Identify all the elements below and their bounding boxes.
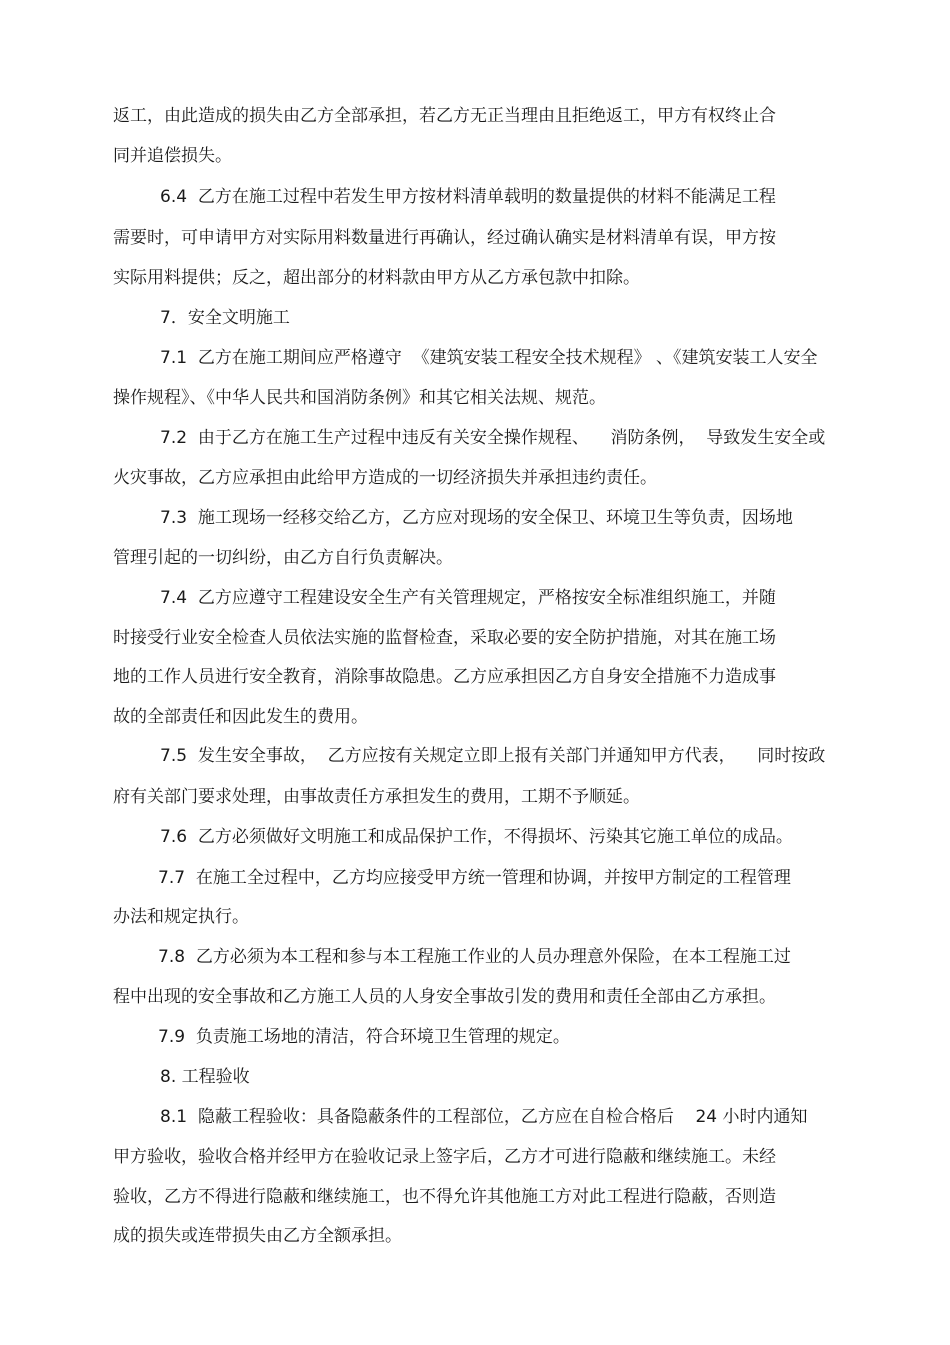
text-line: 7.4 乙方应遵守工程建设安全生产有关管理规定，严格按安全标准组织施工，并随: [160, 588, 776, 608]
text-line: 7.7 在施工全过程中，乙方均应接受甲方统一管理和协调，并按甲方制定的工程管理: [158, 868, 791, 888]
text-line: 7.9 负责施工场地的清洁，符合环境卫生管理的规定。: [158, 1027, 570, 1047]
text-line: 火灾事故，乙方应承担由此给甲方造成的一切经济损失并承担违约责任。: [113, 468, 657, 488]
text-line: 6.4 乙方在施工过程中若发生甲方按材料清单载明的数量提供的材料不能满足工程: [160, 187, 776, 207]
text-line: 7.3 施工现场一经移交给乙方，乙方应对现场的安全保卫、环境卫生等负责，因场地: [160, 508, 793, 528]
text-line: 返工，由此造成的损失由乙方全部承担，若乙方无正当理由且拒绝返工，甲方有权终止合: [113, 106, 776, 126]
text-line: 需要时，可申请甲方对实际用料数量进行再确认，经过确认确实是材料清单有误，甲方按: [113, 228, 776, 248]
text-line: 7.2 由于乙方在施工生产过程中违反有关安全操作规程、 消防条例， 导致发生安全或: [160, 428, 826, 448]
section-heading: 8. 工程验收: [160, 1067, 250, 1087]
text-line: 7.5 发生安全事故， 乙方应按有关规定立即上报有关部门并通知甲方代表， 同时按政: [160, 746, 826, 766]
text-line: 8.1 隐蔽工程验收：具备隐蔽条件的工程部位，乙方应在自检合格后 24 小时内通知: [160, 1107, 808, 1127]
text-line: 成的损失或连带损失由乙方全额承担。: [113, 1226, 402, 1246]
section-heading: 7．安全文明施工: [160, 308, 290, 328]
text-line: 实际用料提供；反之，超出部分的材料款由甲方从乙方承包款中扣除。: [113, 268, 640, 288]
text-line: 7.1 乙方在施工期间应严格遵守 《建筑安装工程安全技术规程》 、《建筑安装工人安全: [160, 348, 818, 368]
text-line: 管理引起的一切纠纷，由乙方自行负责解决。: [113, 548, 453, 568]
text-line: 办法和规定执行。: [113, 907, 249, 927]
text-line: 验收，乙方不得进行隐蔽和继续施工，也不得允许其他施工方对此工程进行隐蔽，否则造: [113, 1187, 776, 1207]
text-line: 同并追偿损失。: [113, 146, 232, 166]
text-line: 时接受行业安全检查人员依法实施的监督检查，采取必要的安全防护措施，对其在施工场: [113, 628, 776, 648]
text-line: 程中出现的安全事故和乙方施工人员的人身安全事故引发的费用和责任全部由乙方承担。: [113, 987, 776, 1007]
text-line: 操作规程》、《中华人民共和国消防条例》和其它相关法规、规范。: [113, 388, 606, 408]
text-line: 地的工作人员进行安全教育，消除事故隐患。乙方应承担因乙方自身安全措施不力造成事: [113, 667, 776, 687]
text-line: 7.6 乙方必须做好文明施工和成品保护工作，不得损坏、污染其它施工单位的成品。: [160, 827, 793, 847]
text-line: 府有关部门要求处理，由事故责任方承担发生的费用，工期不予顺延。: [113, 787, 640, 807]
text-line: 故的全部责任和因此发生的费用。: [113, 707, 368, 727]
text-line: 7.8 乙方必须为本工程和参与本工程施工作业的人员办理意外保险，在本工程施工过: [158, 947, 791, 967]
text-line: 甲方验收，验收合格并经甲方在验收记录上签字后，乙方才可进行隐蔽和继续施工。未经: [113, 1147, 776, 1167]
